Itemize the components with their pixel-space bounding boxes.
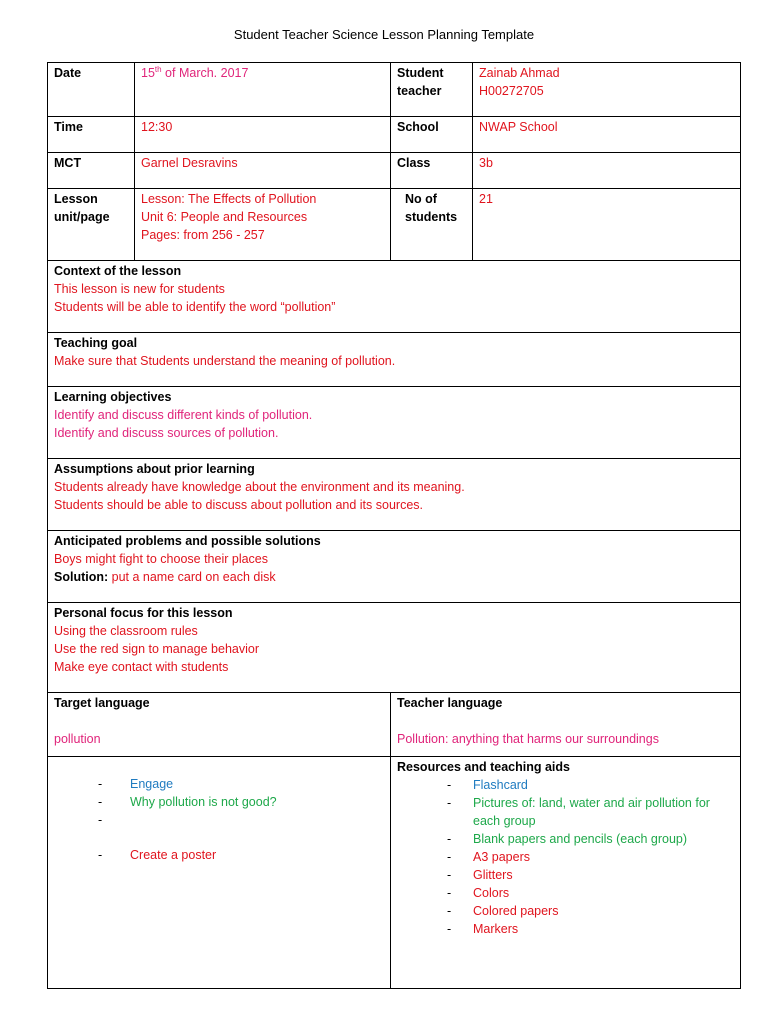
resources-list [397,776,734,938]
solution-text: put a name card on each disk [108,570,276,584]
problem-line: Boys might fight to choose their places [54,552,269,566]
class-value: 3b [473,153,741,189]
resources-cell [391,757,741,989]
assumption-line: Students should be able to discuss about pollution and its sources. [54,498,423,512]
lesson-title: Lesson: The Effects of Pollution [141,192,317,206]
mct-value: Garnel Desravins [135,153,391,189]
personal-focus-section [48,603,741,693]
activity-create: - Create a poster [54,846,384,864]
time-label: Time [48,117,135,153]
students-count-label: No of students [391,189,473,261]
teaching-goal-line: Make sure that Students understand the meaning of pollution. [54,354,396,368]
focus-line: Make eye contact with students [54,660,229,674]
focus-line: Use the red sign to manage behavior [54,642,259,656]
resource-item: - Pictures of: land, water and air pollution for each group [397,794,734,830]
date-label: Date [48,63,135,117]
teacher-language-cell [391,693,741,757]
resource-item: - Colors [397,884,734,902]
teacher-language-label: Teacher language [397,696,503,710]
pages-range: Pages: from 256 - 257 [141,228,265,242]
school-value: NWAP School [473,117,741,153]
document-title: Student Teacher Science Lesson Planning Template [233,27,535,42]
context-line: Students will be able to identify the word “pollution” [54,300,336,314]
student-id: H00272705 [479,84,544,98]
assumptions-heading: Assumptions about prior learning [54,462,255,476]
activity-engage: - Engage [54,775,384,793]
activities-list [54,775,384,864]
target-language-cell [48,693,391,757]
learning-objectives-section [48,387,741,459]
solution-line [54,568,734,586]
activities-cell [48,757,391,989]
resources-heading: Resources and teaching aids [397,760,570,774]
objective-line: Identify and discuss different kinds of pollution. [54,408,313,422]
teacher-language-value: Pollution: anything that harms our surroundings [397,732,659,746]
date-value: 15th of March. 2017 [135,63,391,117]
target-language-value: pollution [54,732,101,746]
context-section [48,261,741,333]
student-teacher-label: Student teacher [391,63,473,117]
context-line: This lesson is new for students [54,282,225,296]
class-label: Class [391,153,473,189]
solution-label: Solution: [54,570,109,584]
teaching-goal-heading: Teaching goal [54,336,138,350]
problems-heading: Anticipated problems and possible solutions [54,534,321,548]
activity-why: - Why pollution is not good? [54,793,384,811]
mct-label: MCT [48,153,135,189]
resource-item: - Glitters [397,866,734,884]
unit-title: Unit 6: People and Resources [141,210,308,224]
resource-item: - Colored papers [397,902,734,920]
lesson-plan-table [47,62,741,989]
resource-item: - A3 papers [397,848,734,866]
assumptions-section [48,459,741,531]
students-count-value: 21 [473,189,741,261]
school-label: School [391,117,473,153]
personal-focus-heading: Personal focus for this lesson [54,606,233,620]
teaching-goal-section [48,333,741,387]
resource-item: - Markers [397,920,734,938]
resource-item: - Flashcard [397,776,734,794]
resource-item: - Blank papers and pencils (each group) [397,830,734,848]
student-name: Zainab Ahmad [479,66,560,80]
lesson-unit-label: Lesson unit/page [48,189,135,261]
target-language-label: Target language [54,696,150,710]
learning-objectives-heading: Learning objectives [54,390,172,404]
problems-section [48,531,741,603]
focus-line: Using the classroom rules [54,624,198,638]
lesson-unit-value [135,189,391,261]
time-value: 12:30 [135,117,391,153]
objective-line: Identify and discuss sources of pollution. [54,426,279,440]
assumption-line: Students already have knowledge about the environment and its meaning. [54,480,465,494]
student-teacher-value [473,63,741,117]
context-heading: Context of the lesson [54,264,182,278]
